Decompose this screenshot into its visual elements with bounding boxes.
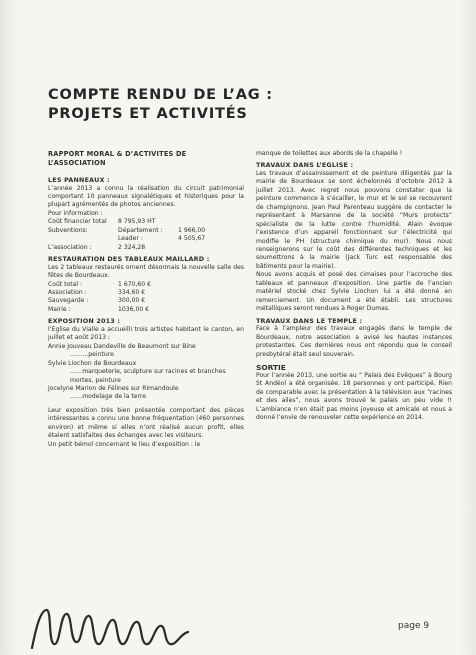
dept-value: 1 966,00 — [178, 226, 206, 234]
sortie-title: SORTIE — [256, 362, 286, 372]
travaux-eglise-text: Les travaux d’assainissement et de peinture diligentés par la mairie de Bourdeaux se sont échelonnés d’octobre 2012 à juillet 2013. Avec regret nous pouvons constater que la peinture commence à s’écailler, le mur et le sol se recouvrent de champignons. Jean Paul Parenteau suggère de contacter le représentant à Marsanne de la société “Murs protects” spécialiste de la lutte contre l’humidité. Alain évoque l’existence d’un appareil fonctionnant sur l’électricité qui modifie le PH (structure chimique du mur). Nous nous renseignerons sur le coût des différentes techniques et les soumettrons à la mairie (Jack Turc est responsable des bâtiments pour la mairie). — [256, 169, 452, 270]
page-title — [48, 86, 273, 124]
leader-row — [48, 235, 244, 243]
left-column — [48, 150, 244, 449]
assoc-label: L’association : — [48, 243, 92, 251]
assoc-row — [48, 244, 244, 252]
association-value: 334,60 € — [118, 288, 146, 296]
mairie-value: 1036,00 € — [118, 305, 150, 313]
panneaux-text: L’année 2013 a connu la réalisation du circuit patrimonial comportant 10 panneaux signalétiques et historiques pour la plupart agrémentés de photos anciennes. — [48, 184, 244, 209]
cout-total-label: Coût total : — [48, 280, 83, 288]
artist-2-role: ……marqueterie, sculpture sur racines et branches mortes, peinture — [70, 368, 226, 384]
leader-label: Leader : — [118, 235, 143, 243]
dept-label: Département : — [118, 226, 163, 234]
expo-title: EXPOSITION 2013 : — [48, 317, 121, 326]
title-line-1: COMPTE RENDU DE L’AG : — [48, 87, 273, 103]
association-label: Association : — [48, 288, 87, 296]
travaux-temple-text: Face à l’ampleur des travaux engagés dans le temple de Bourdeaux, notre association a avisé les hautes instances protestantes. Ces dernières nous ont répondu que le conseil presbytéral était seul souverain. — [256, 325, 452, 358]
travaux-temple-title: TRAVAUX DANS LE TEMPLE : — [256, 316, 363, 325]
travaux-eglise-text-2: Nous avons acquis et posé des cimaises pour l’accroche des tableaux et panneaux d’exposition. Une partie de l’ancien matériel stocké chez Sylvie Liochon lui a été donné en remerciement. Un document a été établi. Les structures métalliques seront rendues à Roger Dumas. — [256, 271, 452, 313]
subv-row — [48, 227, 244, 235]
artist-2: Sylvie Liochon de Bourdeaux — [48, 359, 137, 367]
sortie-text: Pour l’année 2013, une sortie au “ Palais des Evêques” à Bourg St Andéol a été organisée. 18 personnes y ont participé. Rien de comparable avec la présentation à la télévision aux “racines et des ailes”, nous avons trouvé le palais un peu vide !! L’ambiance n’en était pas moins joyeuse et amicale et nous a donné l’envie de renouveler cette expérience en 2014. — [256, 371, 452, 422]
title-line-2: PROJETS ET ACTIVITÉS — [48, 106, 248, 122]
decorative-scribble — [30, 598, 190, 650]
expo-text-2: Leur exposition très bien présentée comportant des pièces intéressantes a connu une bonne fréquentation (460 personnes environ) et même si elles n’ont réalisé aucun profit, elles étaient satisfaites des échanges avec les visiteurs. — [48, 406, 244, 440]
expo-text-3: Un petit bémol concernant le lieu d’exposition : le — [48, 440, 201, 448]
sauvegarde-label: Sauvegarde : — [48, 297, 89, 305]
panneaux-title: LES PANNEAUX : — [48, 176, 110, 184]
cout-total-row — [48, 281, 244, 289]
continuation-text: manque de toilettes aux abords de la chapelle ! — [256, 150, 403, 157]
mairie-label: Mairie : — [48, 305, 71, 313]
artist-3-role: ……modelage de la terre — [70, 393, 147, 401]
sauvegarde-value: 300,00 € — [118, 297, 146, 305]
leader-value: 4 505,67 — [178, 235, 206, 243]
expo-text: l’Eglise du Vialle a accueilli trois artistes habitant le canton, en juillet et août 2013 : — [48, 325, 244, 342]
cost-label: Coût financier total — [48, 218, 107, 226]
artist-1: Annie Jouveau Dandeville de Beaumont sur Bine — [48, 342, 196, 350]
sauvegarde-row — [48, 297, 244, 305]
pour-info: Pour information : — [48, 209, 103, 217]
page-number: page 9 — [398, 621, 430, 631]
artist-1-role: ………peinture — [70, 351, 114, 359]
cout-total-value: 1 670,60 € — [118, 280, 151, 288]
right-column — [256, 150, 452, 423]
maillard-title: RESTAURATION DES TABLEAUX MAILLARD : — [48, 255, 210, 264]
cost-value: 8 795,93 HT — [118, 218, 156, 226]
assoc-value: 2 324,28 — [118, 243, 146, 251]
artist-3: Jocelyne Marion de Félines sur Rimandoule — [48, 385, 179, 393]
section-heading: RAPPORT MORAL & D’ACTIVITES DE L’ASSOCIATION — [48, 150, 187, 167]
travaux-eglise-title: TRAVAUX DANS L’EGLISE : — [256, 161, 354, 170]
cost-row — [48, 218, 244, 226]
association-row — [48, 289, 244, 297]
subv-label: Subventions: — [48, 226, 88, 234]
maillard-text: Les 2 tableaux restaurés ornent désormais la nouvelle salle des fêtes de Bourdeaux. — [48, 263, 244, 280]
mairie-row — [48, 306, 244, 314]
